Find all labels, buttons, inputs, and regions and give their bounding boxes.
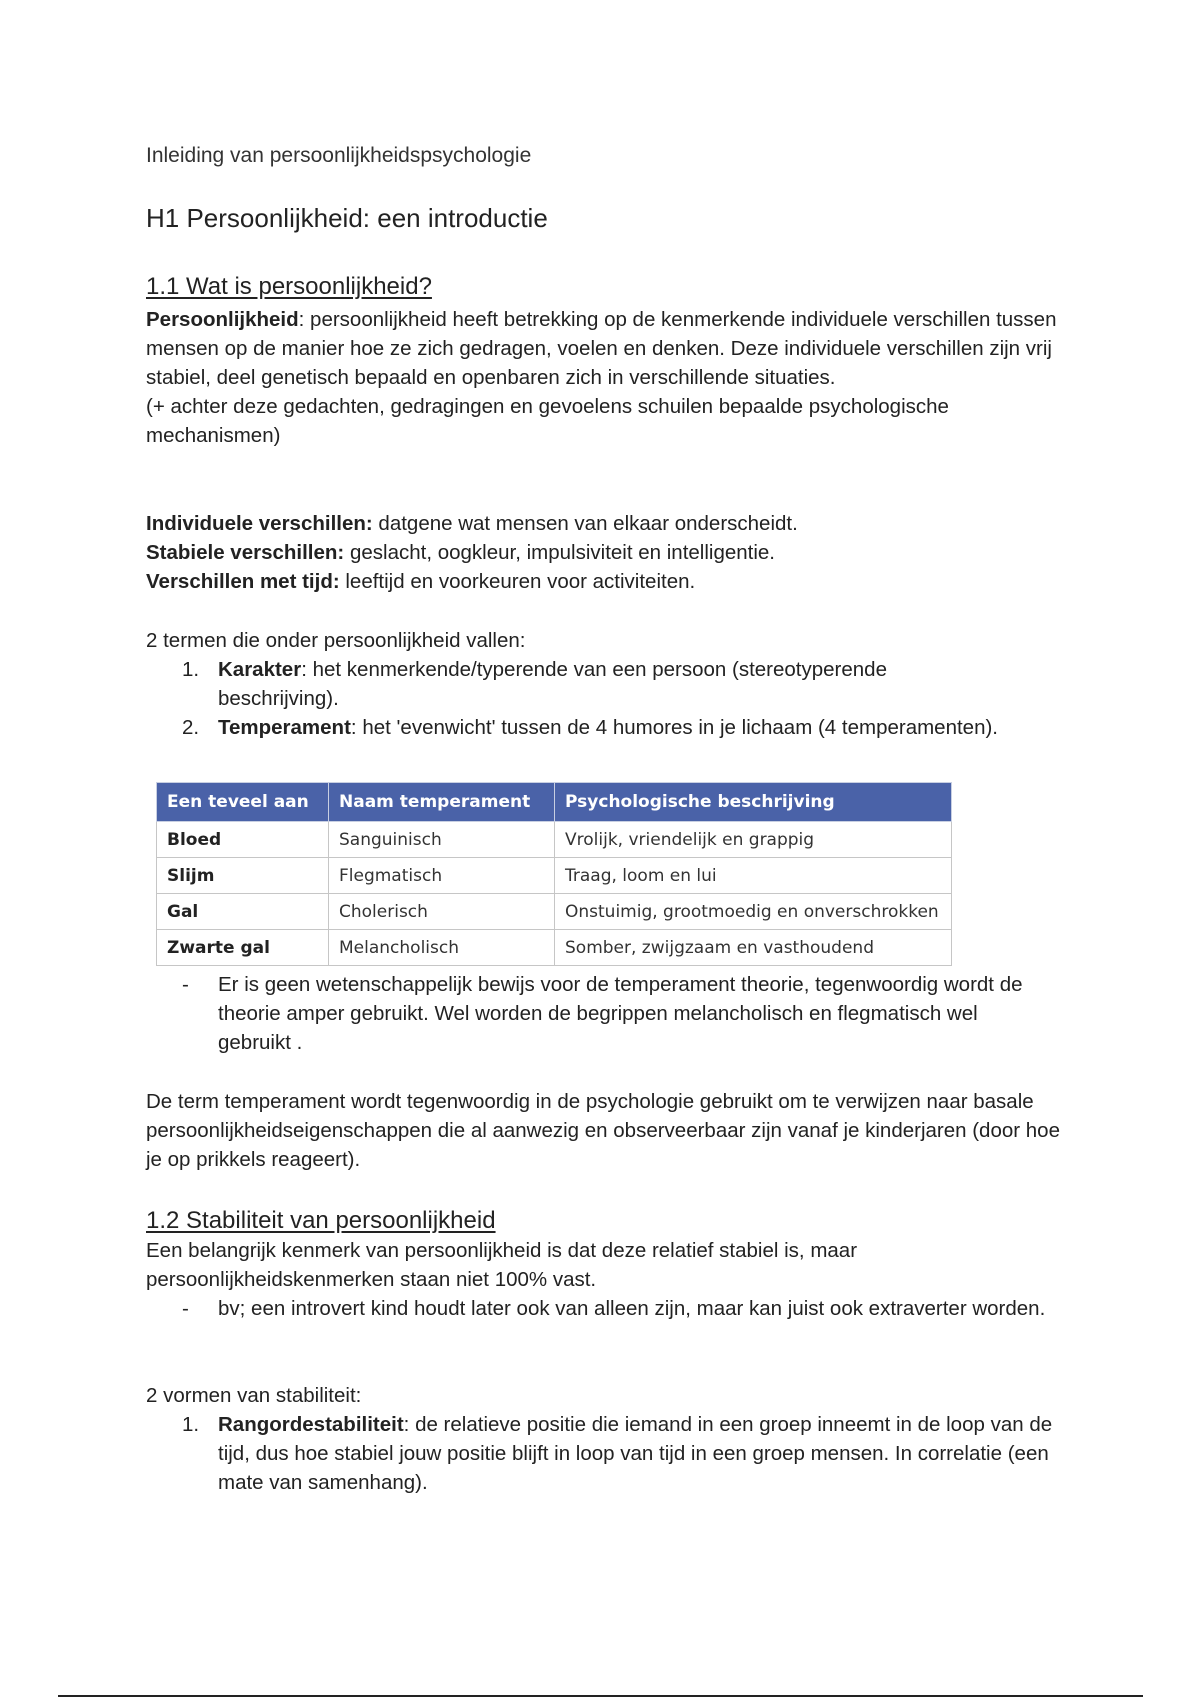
- table-header: Psychologische beschrijving: [555, 783, 952, 822]
- table-header: Een teveel aan: [157, 783, 329, 822]
- definition-text: : persoonlijkheid heeft betrekking op de kenmerkende individuele verschillen tussen mensen op de manier hoe ze zich gedragen, voelen en denken. Deze individuele verschillen zijn vrij stabiel, deel genetisch bepaald en openbaren zich in verschillende situaties.: [146, 308, 1057, 389]
- definition-persoonlijkheid: [146, 305, 1066, 450]
- list-term: Temperament: [218, 716, 351, 739]
- table-header-row: [157, 783, 952, 822]
- list-text: : het 'evenwicht' tussen de 4 humores in je lichaam (4 temperamenten).: [350, 716, 998, 739]
- definition-item-term: Stabiele verschillen:: [146, 541, 345, 564]
- table-row: [157, 822, 952, 858]
- chapter-title: H1 Persoonlijkheid: een introductie: [146, 203, 548, 233]
- list-number: 1.: [182, 658, 200, 681]
- table-cell: Flegmatisch: [329, 858, 555, 894]
- table-cell: Traag, loom en lui: [555, 858, 952, 894]
- bullet-dash: -: [182, 973, 189, 996]
- definition-note: (+ achter deze gedachten, gedragingen en gevoelens schuilen bepaalde psychologische mechanismen): [146, 395, 949, 447]
- definition-item: [146, 567, 1066, 596]
- terms-block: [146, 626, 1066, 742]
- definition-item-term: Verschillen met tijd:: [146, 570, 340, 593]
- definition-item: [146, 538, 1066, 567]
- terms-list: [146, 655, 1066, 742]
- list-number: 1.: [182, 1413, 200, 1436]
- list-item: [146, 970, 1066, 1057]
- list-term: Karakter: [218, 658, 302, 681]
- temperament-table: [156, 782, 952, 966]
- temperament-bullet: [146, 970, 1066, 1057]
- list-number: 2.: [182, 716, 200, 739]
- document-subtitle: Inleiding van persoonlijkheidspsychologie: [146, 144, 532, 167]
- stability-forms: [146, 1381, 1066, 1497]
- list-item: [146, 655, 1066, 713]
- list-text: : het kenmerkende/typerende van een persoon (stereotyperende beschrijving).: [218, 658, 887, 710]
- section-heading-1-2: 1.2 Stabiliteit van persoonlijkheid: [146, 1207, 496, 1234]
- list-item: [146, 713, 1066, 742]
- list-text: : de relatieve positie die iemand in een groep inneemt in de loop van de tijd, dus hoe stabiel jouw positie blijft in loop van tijd in een groep mensen. In correlatie (een mate van samenhang).: [218, 1413, 1053, 1494]
- list-item: [146, 1410, 1066, 1497]
- list-term: Rangordestabiliteit: [218, 1413, 404, 1436]
- stability-bullet: [146, 1294, 1066, 1323]
- footer-divider: [58, 1695, 1143, 1697]
- table-row: [157, 894, 952, 930]
- table-row: [157, 858, 952, 894]
- definition-item-text: leeftijd en voorkeuren voor activiteiten.: [339, 570, 696, 593]
- table-cell: Bloed: [157, 822, 329, 858]
- bullet-text: Er is geen wetenschappelijk bewijs voor de temperament theorie, tegenwoordig wordt de theorie amper gebruikt. Wel worden de begrippen melancholisch en flegmatisch wel gebruikt .: [218, 973, 1023, 1054]
- list-item: [146, 1294, 1066, 1323]
- forms-list: [146, 1410, 1066, 1497]
- table-row: [157, 930, 952, 966]
- bullet-dash: -: [182, 1297, 189, 1320]
- definition-item: [146, 509, 1066, 538]
- table-cell: Vrolijk, vriendelijk en grappig: [555, 822, 952, 858]
- table-header: Naam temperament: [329, 783, 555, 822]
- table-cell: Slijm: [157, 858, 329, 894]
- definition-item-text: datgene wat mensen van elkaar onderscheidt.: [372, 512, 798, 535]
- section-heading-1-1: 1.1 Wat is persoonlijkheid?: [146, 273, 432, 300]
- definitions-list: [146, 509, 1066, 596]
- forms-intro: 2 vormen van stabiliteit:: [146, 1384, 362, 1407]
- definition-term: Persoonlijkheid: [146, 308, 299, 331]
- terms-intro: 2 termen die onder persoonlijkheid vallen:: [146, 629, 526, 652]
- definition-item-term: Individuele verschillen:: [146, 512, 373, 535]
- table-cell: Cholerisch: [329, 894, 555, 930]
- table-cell: Zwarte gal: [157, 930, 329, 966]
- stability-intro: Een belangrijk kenmerk van persoonlijkheid is dat deze relatief stabiel is, maar persoonlijkheidskenmerken staan niet 100% vast.: [146, 1239, 858, 1291]
- table-cell: Somber, zwijgzaam en vasthoudend: [555, 930, 952, 966]
- table-cell: Onstuimig, grootmoedig en onverschrokken: [555, 894, 952, 930]
- table-cell: Melancholisch: [329, 930, 555, 966]
- definition-item-text: geslacht, oogkleur, impulsiviteit en intelligentie.: [344, 541, 776, 564]
- table-cell: Gal: [157, 894, 329, 930]
- table-cell: Sanguinisch: [329, 822, 555, 858]
- temperament-closing: De term temperament wordt tegenwoordig in de psychologie gebruikt om te verwijzen naar basale persoonlijkheidseigenschappen die al aanwezig en observeerbaar zijn vanaf je kinderjaren (door hoe je op prikkels reageert).: [146, 1090, 1060, 1171]
- bullet-text: bv; een introvert kind houdt later ook van alleen zijn, maar kan juist ook extraverter worden.: [218, 1297, 1046, 1320]
